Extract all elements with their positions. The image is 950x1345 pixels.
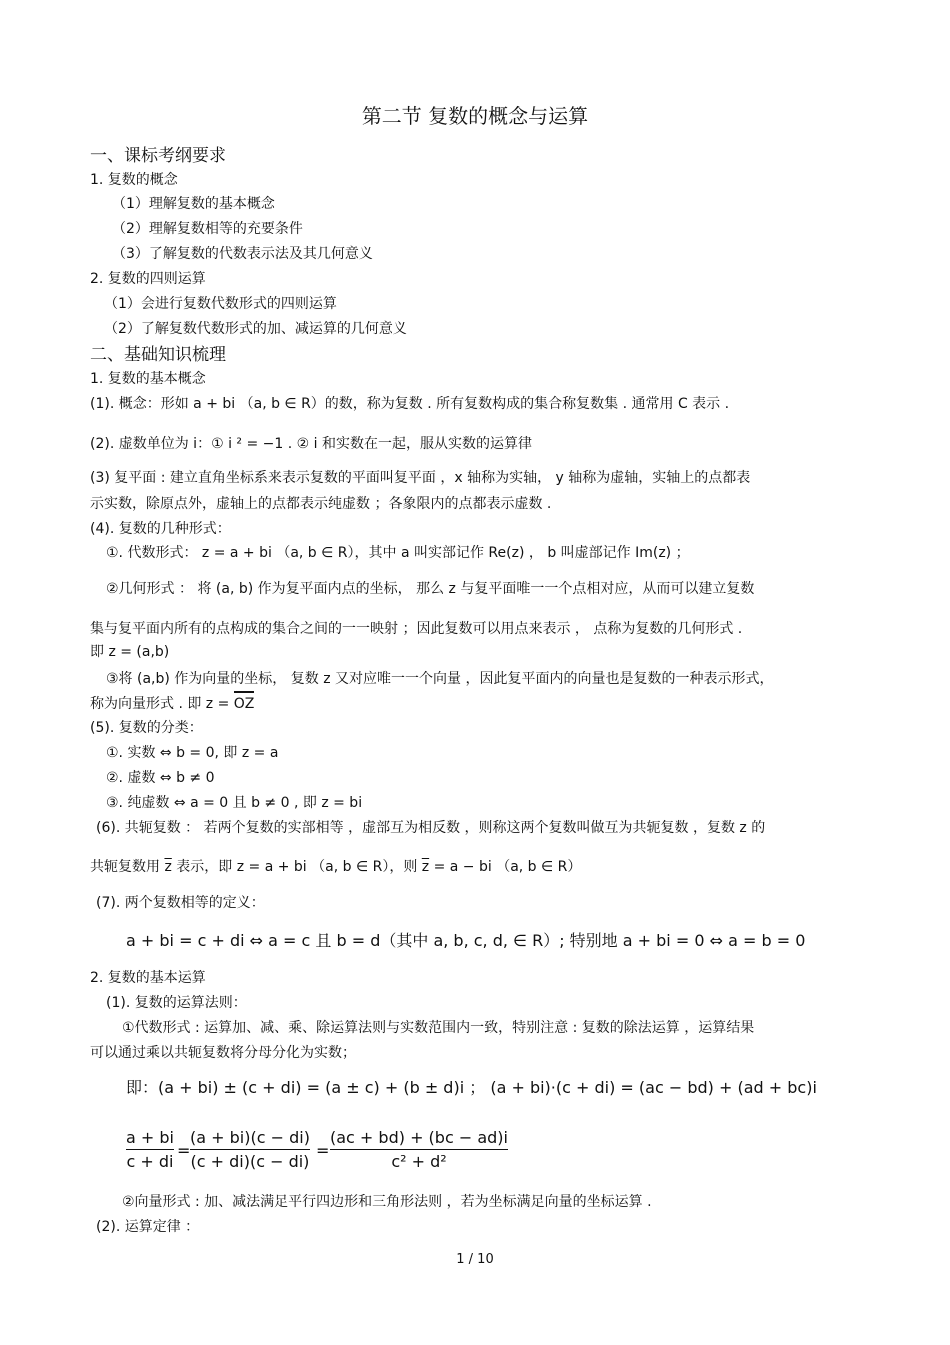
text-line: (1). 概念：形如 a + bi （a, b ∈ R）的数，称为复数 . 所有复数构成的集合称复数集 . 通常用 C 表示 . <box>90 396 730 412</box>
text-line: (1). 复数的运算法则： <box>106 995 247 1011</box>
text-span: 称为向量形式 . 即 z = <box>90 696 234 712</box>
text-line: （2）理解复数相等的充要条件 <box>112 221 303 237</box>
vector-arrow-icon <box>234 691 255 693</box>
text-line: 可以通过乘以共轭复数将分母分化为实数； <box>90 1045 356 1061</box>
fraction-1 <box>126 1128 174 1171</box>
text-line: 2. 复数的四则运算 <box>90 271 206 287</box>
text-line: ②几何形式 ： 将 (a, b) 作为复平面内点的坐标， 那么 z 与复平面唯一一个点相对应，从而可以建立复数 <box>106 581 755 597</box>
text-line: ①代数形式 : 运算加、减、乘、除运算法则与实数范围内一致，特别注意 : 复数的除法运算 ，运算结果 <box>122 1020 755 1036</box>
text-line: ①. 代数形式： z = a + bi （a, b ∈ R），其中 a 叫实部记作 Re(z) ， b 叫虚部记作 Im(z) ； <box>106 545 690 561</box>
equation-line: 即：(a + bi) ± (c + di) = (a ± c) + (b ± d)i ； (a + bi)·(c + di) = (ac − bd) + (ad + bc)i <box>126 1078 817 1097</box>
conjugate-z: $\overline{z}$ <box>164 859 172 875</box>
fraction-denominator: c + di <box>126 1152 174 1171</box>
fraction-2 <box>190 1128 310 1171</box>
text-line: ①. 实数 ⇔ b = 0, 即 z = a <box>106 745 279 761</box>
fraction-denominator: (c + di)(c − di) <box>190 1152 310 1171</box>
fraction-bar <box>190 1149 310 1150</box>
text-line: (3) 复平面 : 建立直角坐标系来表示复数的平面叫复平面 ，x 轴称为实轴， y 轴称为虚轴，实轴上的点都表 <box>90 470 751 486</box>
fraction-numerator: a + bi <box>126 1128 174 1147</box>
text-line: （1）会进行复数代数形式的四则运算 <box>104 296 337 312</box>
fraction-numerator: (a + bi)(c − di) <box>190 1128 310 1147</box>
text-line: ③将 (a,b) 作为向量的坐标， 复数 z 又对应唯一一个向量 ，因此复平面内的向量也是复数的一种表示形式， <box>106 671 774 687</box>
text-line: ③. 纯虚数 ⇔ a = 0 且 b ≠ 0 , 即 z = bi <box>106 795 363 811</box>
equation-line: a + bi = c + di ⇔ a = c 且 b = d（其中 a, b, c, d, ∈ R）; 特别地 a + bi = 0 ⇔ a = b = 0 <box>126 931 806 950</box>
section-heading-2: 二、基础知识梳理 <box>90 345 226 365</box>
text-line: (2). 运算定律 ： <box>96 1219 200 1235</box>
fraction-numerator: (ac + bd) + (bc − ad)i <box>330 1128 508 1147</box>
fraction-bar <box>330 1149 508 1150</box>
section-heading-1: 一、课标考纲要求 <box>90 146 226 166</box>
text-line: ②. 虚数 ⇔ b ≠ 0 <box>106 770 215 786</box>
text-line: (6). 共轭复数 ： 若两个复数的实部相等 ，虚部互为相反数 ，则称这两个复数叫做互为共轭复数 ，复数 z 的 <box>96 820 766 836</box>
equals-sign: = <box>316 1141 330 1160</box>
text-line: （1）理解复数的基本概念 <box>112 196 275 212</box>
text-line: 示实数，除原点外，虚轴上的点都表示纯虚数 ；各象限内的点都表示虚数 . <box>90 496 552 512</box>
text-line: 2. 复数的基本运算 <box>90 970 206 986</box>
fraction-denominator: c² + d² <box>391 1152 447 1171</box>
text-line: (2). 虚数单位为 i：① i ² = −1 . ② i 和实数在一起，服从实数的运算律 <box>90 436 532 452</box>
text-line: （2）了解复数代数形式的加、减运算的几何意义 <box>104 321 407 337</box>
fraction-3 <box>330 1128 508 1171</box>
conjugate-z: $\overline{z}$ <box>421 859 430 875</box>
text-line: 即 z = (a,b) <box>90 644 170 660</box>
text-line: 1. 复数的基本概念 <box>90 371 206 387</box>
text-line: (5). 复数的分类： <box>90 720 203 736</box>
text-line: (4). 复数的几种形式： <box>90 521 231 537</box>
page-number: 1 / 10 <box>456 1252 494 1267</box>
text-line: 1. 复数的概念 <box>90 172 178 188</box>
text-line: 共轭复数用 $\overline{z}$ 表示，即 z = a + bi （a, b ∈ R），则 $\overline{z} = a$ − bi （a, b ∈ R） <box>90 859 582 875</box>
vector-oz: OZ <box>234 695 255 713</box>
text-line: (7). 两个复数相等的定义： <box>96 895 265 911</box>
page-title: 第二节 复数的概念与运算 <box>361 104 589 128</box>
text-line: 集与复平面内所有的点构成的集合之间的一一映射 ；因此复数可以用点来表示 ， 点称为复数的几何形式 . <box>90 621 743 637</box>
text-line: ②向量形式 : 加、减法满足平行四边形和三角形法则 ，若为坐标满足向量的坐标运算 . <box>122 1194 652 1210</box>
text-line <box>90 695 254 713</box>
fraction-bar <box>126 1149 174 1150</box>
text-line: （3）了解复数的代数表示法及其几何意义 <box>112 246 373 262</box>
equals-sign: = <box>177 1141 191 1160</box>
